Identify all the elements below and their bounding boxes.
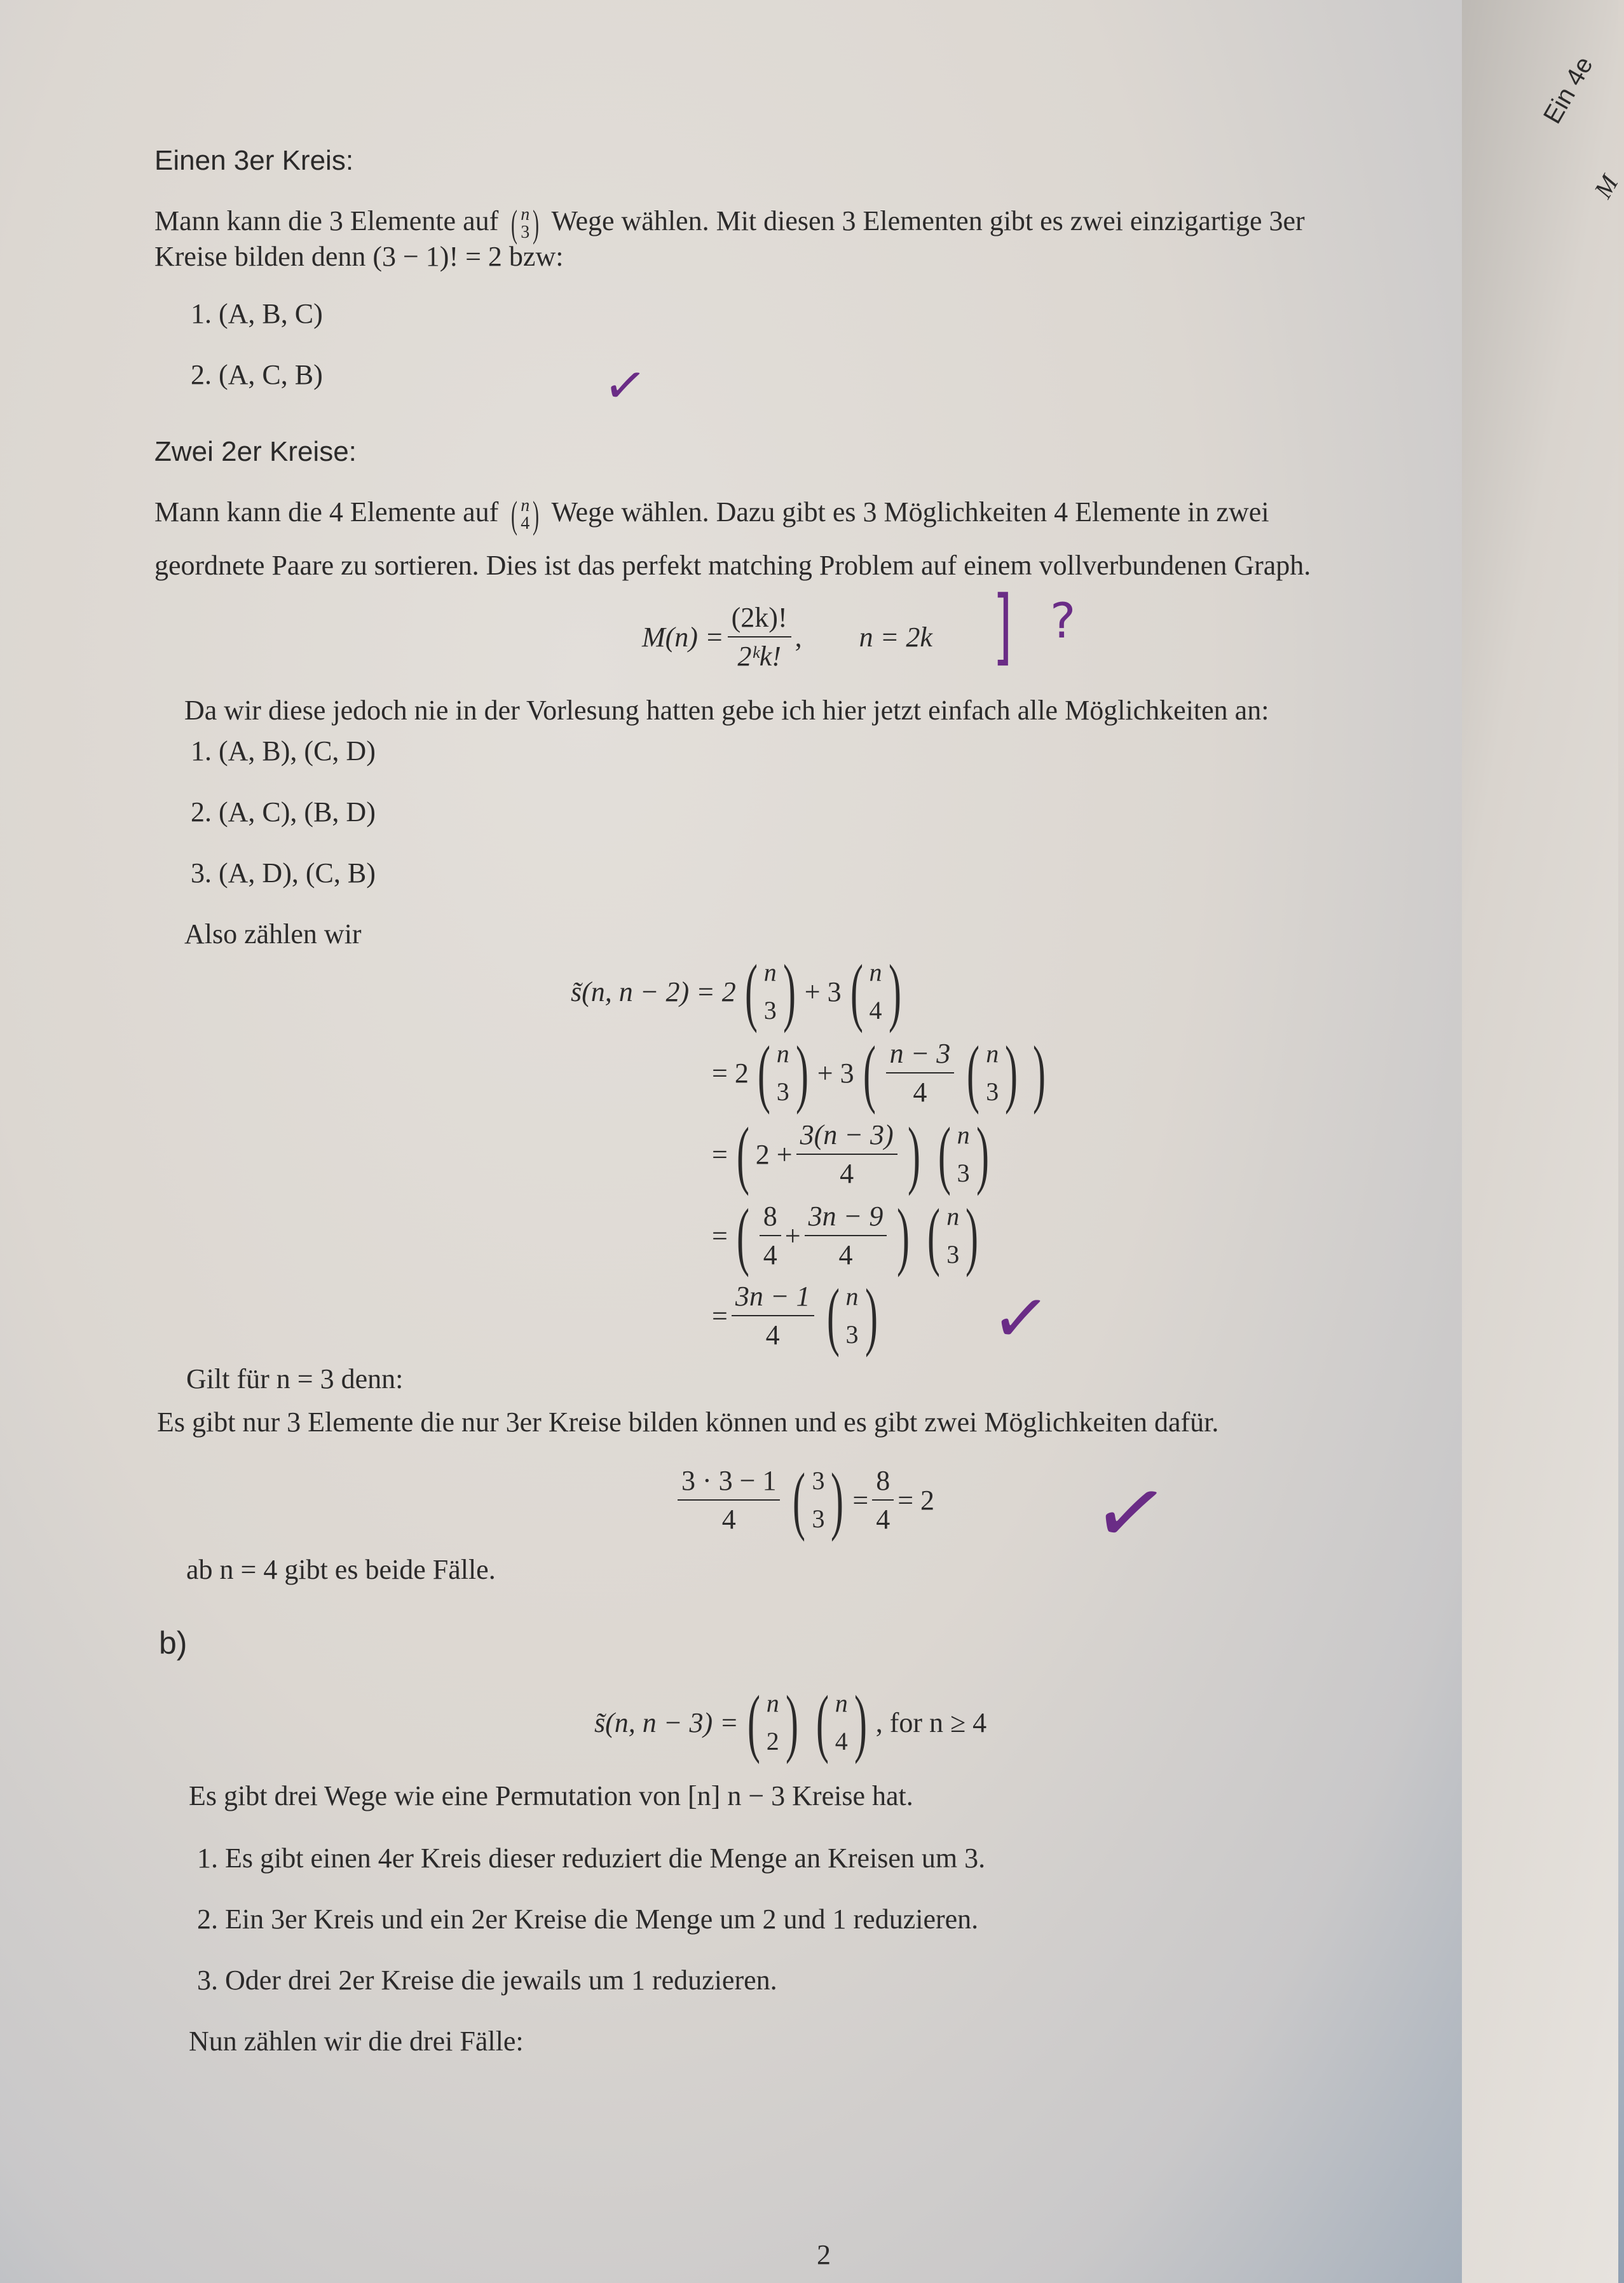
para-3er-line2: Kreise bilden denn (3 − 1)! = 2 bzw: bbox=[154, 241, 564, 272]
binom-top: n bbox=[521, 495, 530, 515]
fraction bbox=[732, 1280, 814, 1351]
fraction-numerator: 8 bbox=[872, 1464, 894, 1501]
eq-term: = 2 bbox=[712, 1057, 749, 1089]
plus-term: + 3 bbox=[817, 1057, 854, 1089]
binom-bottom: 3 bbox=[946, 1240, 960, 1269]
derivation-line-1 bbox=[571, 949, 910, 1033]
binom-n-3: ( n 3 ) bbox=[826, 1273, 878, 1358]
result-term: = 2 bbox=[897, 1484, 935, 1516]
binom-n-3: ( n 3 ) bbox=[511, 202, 540, 245]
para-text: Mann kann die 4 Elemente auf bbox=[154, 496, 499, 528]
plus-term: + 3 bbox=[804, 976, 842, 1007]
binom-top: n bbox=[957, 1121, 970, 1149]
binom-top: n bbox=[869, 958, 882, 986]
question-mark-icon: ? bbox=[1050, 592, 1076, 649]
gilt-text: Gilt für n = 3 denn: bbox=[186, 1363, 404, 1394]
heading-3er-kreis: Einen 3er Kreis: bbox=[154, 145, 354, 176]
binom-top: n bbox=[766, 1689, 779, 1717]
binom-n-3: ( n 3 ) bbox=[744, 949, 796, 1033]
fraction-numerator: (2k)! bbox=[728, 601, 791, 637]
fraction-denominator: 2ᵏk! bbox=[737, 641, 781, 672]
page-number: 2 bbox=[817, 2239, 831, 2270]
binom-n-2: ( n 2 ) bbox=[747, 1680, 798, 1764]
binom-bottom: 4 bbox=[835, 1727, 848, 1755]
check-mark-icon: ✓ bbox=[987, 1274, 1054, 1362]
binom-bottom: 3 bbox=[957, 1159, 970, 1187]
fraction-denominator: 4 bbox=[876, 1504, 890, 1535]
formula-condition: , for n ≥ 4 bbox=[875, 1707, 987, 1738]
fraction-numerator: 3n − 1 bbox=[732, 1280, 814, 1316]
binom-n-3: ( n 3 ) bbox=[757, 1030, 809, 1115]
binom-bottom: 2 bbox=[766, 1727, 779, 1755]
paren-group: ( $\frac{n - 3}{4}$ ( n 3 ) ) bbox=[863, 1030, 1046, 1115]
fraction-numerator: 3(n − 3) bbox=[796, 1119, 897, 1155]
formula-lhs: s̃(n, n − 3) = bbox=[594, 1707, 739, 1738]
fraction bbox=[796, 1119, 897, 1190]
list-item: 3. (A, D), (C, B) bbox=[191, 857, 376, 889]
fraction-numerator: 3n − 9 bbox=[805, 1200, 887, 1236]
list-item: 3. Oder drei 2er Kreise die jewails um 1 reduzieren. bbox=[197, 1965, 777, 1996]
perfect-matching-formula: M(n) = $\frac{(2k)!}{\text{2ᵏk!}}$ , n = 2k bbox=[642, 602, 932, 672]
binom-top: 3 bbox=[812, 1466, 825, 1495]
fraction-denominator: 4 bbox=[763, 1239, 777, 1271]
para-text: Wege wählen. Mit diesen 3 Elementen gibt es zwei einzigartige 3er bbox=[551, 205, 1305, 236]
list-item: 1. (A, B), (C, D) bbox=[191, 735, 376, 767]
list-item: 1. (A, B, C) bbox=[191, 298, 323, 329]
formula-condition: n = 2k bbox=[859, 621, 932, 653]
binom-top: n bbox=[521, 204, 530, 224]
eq-term: = bbox=[712, 1300, 728, 1332]
binom-top: n bbox=[763, 958, 777, 986]
paren-group: ( $\frac{8}{4}$ + $\frac{3n - 9}{4}$ ) bbox=[736, 1193, 910, 1278]
adjacent-page-text: Ein 4e bbox=[1538, 51, 1599, 128]
fraction-denominator: 4 bbox=[838, 1239, 853, 1271]
binom-bottom: 3 bbox=[986, 1077, 999, 1106]
derivation-line-2 bbox=[712, 1030, 1054, 1115]
binom-n-4: ( n 4 ) bbox=[850, 949, 901, 1033]
fraction-numerator: n − 3 bbox=[886, 1037, 955, 1073]
bracket-annotation-icon: ] bbox=[993, 578, 1013, 674]
binom-n-4: ( n 4 ) bbox=[815, 1680, 867, 1764]
fraction bbox=[678, 1464, 780, 1536]
adjacent-page bbox=[1462, 0, 1624, 2283]
fraction-numerator: 3 · 3 − 1 bbox=[678, 1464, 780, 1501]
list-item: 2. (A, C), (B, D) bbox=[191, 796, 376, 828]
binom-top: n bbox=[845, 1282, 859, 1311]
paren-group: ( 2 + $\frac{3(n - 3)}{4}$ ) bbox=[736, 1112, 920, 1196]
fraction-denominator: 4 bbox=[765, 1319, 780, 1351]
fraction bbox=[760, 1200, 781, 1271]
binom-bottom: 4 bbox=[521, 513, 530, 533]
explain-text: Es gibt nur 3 Elemente die nur 3er Kreise bilden können und es gibt zwei Möglichkeiten dafür. bbox=[157, 1407, 1219, 1438]
eq-term: = bbox=[712, 1220, 728, 1251]
count-intro: Also zählen wir bbox=[184, 918, 362, 950]
binom-3-3: ( 3 3 ) bbox=[793, 1457, 844, 1542]
derivation-line-3 bbox=[712, 1112, 998, 1196]
fraction-denominator: 4 bbox=[913, 1077, 927, 1108]
fraction-numerator: 8 bbox=[760, 1200, 781, 1236]
section-b-intro: Es gibt drei Wege wie eine Permutation von [n] n − 3 Kreise hat. bbox=[189, 1780, 913, 1811]
heading-2er-kreise: Zwei 2er Kreise: bbox=[154, 436, 357, 467]
binom-bottom: 4 bbox=[869, 996, 882, 1025]
para-text: Wege wählen. Dazu gibt es 3 Möglichkeiten 4 Elemente in zwei bbox=[551, 496, 1269, 528]
list-item: 2. Ein 3er Kreis und ein 2er Kreise die Menge um 2 und 1 reduzieren. bbox=[197, 1904, 979, 1935]
binom-n-4: ( n 4 ) bbox=[511, 493, 540, 536]
adjacent-page-text: M bbox=[1588, 170, 1624, 203]
list-item: 1. Es gibt einen 4er Kreis dieser reduziert die Menge an Kreisen um 3. bbox=[197, 1843, 986, 1874]
check-mark-icon: ✓ bbox=[599, 353, 651, 418]
fraction bbox=[886, 1037, 955, 1108]
para-2er-line2: geordnete Paare zu sortieren. Dies ist das perfekt matching Problem auf einem vollverbundenen Graph. bbox=[154, 550, 1311, 581]
fraction-denominator: 4 bbox=[721, 1504, 736, 1535]
fraction bbox=[872, 1464, 894, 1536]
eq-term: = bbox=[712, 1138, 728, 1170]
binom-top: n bbox=[835, 1689, 848, 1717]
para-2er-line1 bbox=[154, 494, 1269, 534]
derivation-line-5 bbox=[712, 1273, 886, 1358]
binom-n-3: ( n 3 ) bbox=[927, 1193, 979, 1278]
section-b-label: b) bbox=[159, 1625, 188, 1661]
eq-sign: = bbox=[852, 1484, 869, 1516]
section-b-outro: Nun zählen wir die drei Fälle: bbox=[189, 2026, 524, 2057]
binom-n-3: ( n 3 ) bbox=[938, 1112, 989, 1196]
derivation-line-4 bbox=[712, 1193, 987, 1278]
list-item: 2. (A, C, B) bbox=[191, 359, 323, 390]
binom-bottom: 3 bbox=[845, 1320, 859, 1349]
binom-n-3: ( n 3 ) bbox=[967, 1030, 1018, 1115]
para-3er-line1 bbox=[154, 203, 1305, 243]
para-text: Mann kann die 3 Elemente auf bbox=[154, 205, 499, 236]
binom-bottom: 3 bbox=[776, 1077, 789, 1106]
note-vorlesung: Da wir diese jedoch nie in der Vorlesung hatten gebe ich hier jetzt einfach alle Möglichkeiten an: bbox=[184, 695, 1269, 726]
formula-fraction bbox=[728, 601, 791, 672]
fraction-denominator: 4 bbox=[840, 1158, 854, 1189]
binom-top: n bbox=[986, 1039, 999, 1068]
fraction bbox=[805, 1200, 887, 1271]
binom-bottom: 3 bbox=[812, 1504, 825, 1533]
sum-term: 2 + bbox=[755, 1138, 793, 1170]
ab-text: ab n = 4 gibt es beide Fälle. bbox=[186, 1554, 496, 1585]
binom-top: n bbox=[946, 1202, 960, 1230]
section-b-formula bbox=[594, 1680, 987, 1764]
binom-bottom: 3 bbox=[763, 996, 777, 1025]
binom-top: n bbox=[776, 1039, 789, 1068]
check-formula bbox=[674, 1457, 935, 1542]
derivation-lhs: s̃(n, n − 2) = 2 bbox=[571, 976, 736, 1007]
binom-bottom: 3 bbox=[521, 222, 530, 242]
check-mark-icon: ✓ bbox=[1084, 1456, 1177, 1571]
formula-lhs: M(n) = bbox=[642, 621, 724, 653]
plus-sign: + bbox=[784, 1220, 801, 1251]
